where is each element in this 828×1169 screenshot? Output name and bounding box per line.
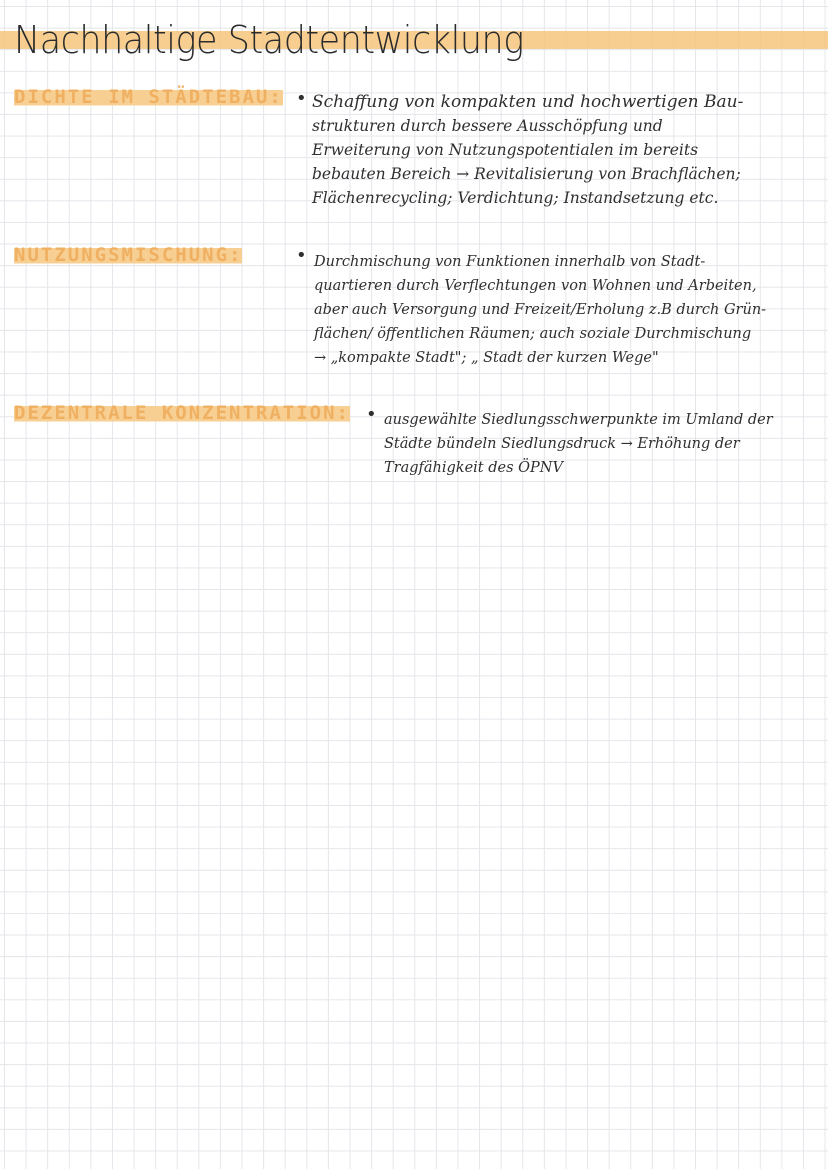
bullet-marker: •: [296, 88, 307, 109]
bullet-marker: •: [296, 245, 307, 266]
section-heading-nutzungsmischung: [14, 244, 242, 266]
body-line: strukturen durch bessere Ausschöpfung und: [312, 117, 663, 135]
body-line: Flächenrecycling; Verdichtung; Instandsetzung etc.: [312, 189, 719, 207]
section-body-dezentrale-konzentration: [384, 408, 773, 480]
section-body-nutzungsmischung: [314, 250, 766, 370]
body-line: Tragfähigkeit des ÖPNV: [384, 460, 563, 476]
section-heading-text: DEZENTRALE KONZENTRATION:: [14, 402, 350, 424]
body-line: bebauten Bereich → Revitalisierung von Brachflächen;: [312, 165, 741, 183]
bullet-marker: •: [366, 404, 377, 425]
section-heading-text: DICHTE IM STÄDTEBAU:: [14, 86, 283, 108]
body-line: Erweiterung von Nutzungspotentialen im bereits: [312, 141, 699, 159]
body-line: Städte bündeln Siedlungsdruck → Erhöhung der: [384, 436, 740, 452]
section-body-dichte: [312, 90, 743, 210]
section-heading-dezentrale-konzentration: [14, 402, 350, 424]
body-line: Schaffung von kompakten und hochwertigen Bau-: [312, 92, 744, 112]
page-title: Nachhaltige Stadtentwicklung: [14, 18, 524, 62]
body-line: Durchmischung von Funktionen innerhalb von Stadt-: [314, 254, 706, 270]
body-line: ausgewählte Siedlungsschwerpunkte im Umland der: [384, 412, 773, 428]
body-line: flächen/ öffentlichen Räumen; auch soziale Durchmischung: [314, 326, 752, 342]
section-heading-text: NUTZUNGSMISCHUNG:: [14, 244, 243, 266]
section-heading-dichte: [14, 86, 283, 108]
body-line: aber auch Versorgung und Freizeit/Erholung z.B durch Grün-: [314, 302, 767, 318]
body-line: → „kompakte Stadt"; „ Stadt der kurzen Wege": [314, 350, 659, 366]
body-line: quartieren durch Verflechtungen von Wohnen und Arbeiten,: [314, 278, 757, 294]
